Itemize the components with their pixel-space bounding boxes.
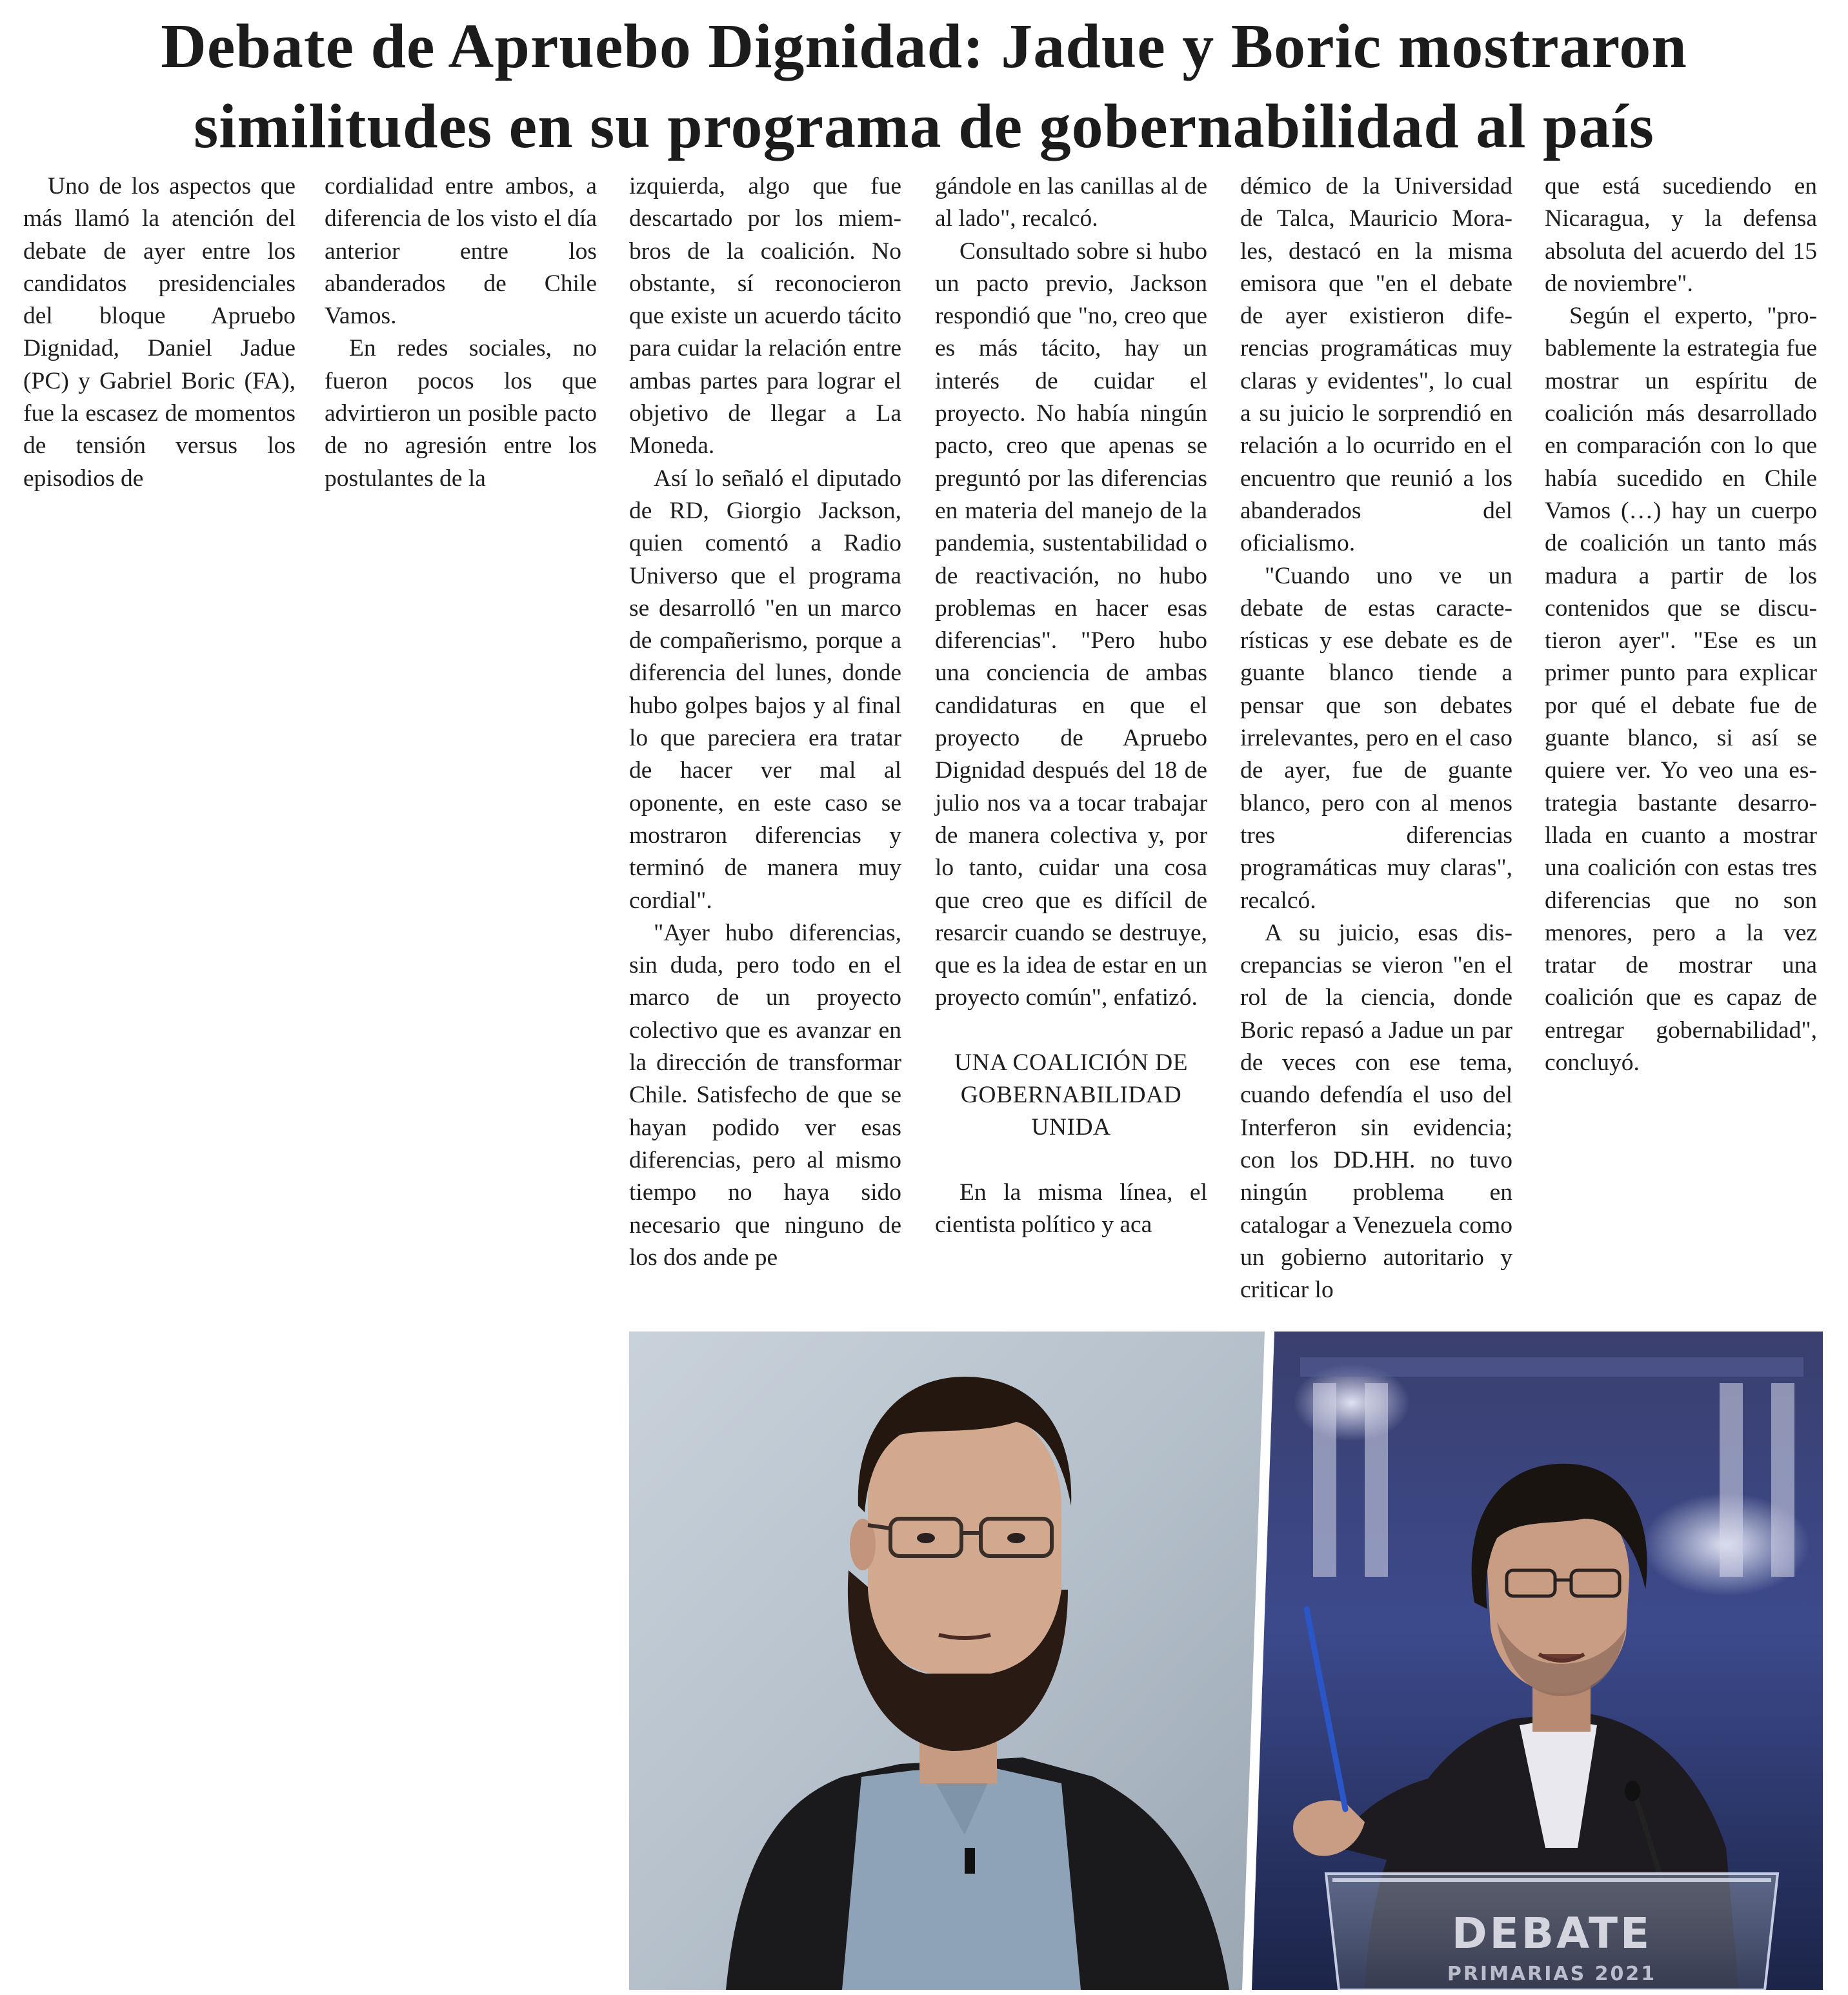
paragraph: "Cuando uno ve un debate de estas características y ese debate es de guante blanco tiende a pensar que son debates irrelevantes, pero en el caso de ayer, fue de guante blanco, pero con al menos tres diferencias programáticas muy claras", recalcó. (1240, 562, 1512, 914)
debate-podium (1326, 1874, 1778, 1990)
article-column-3 (629, 170, 901, 1274)
paragraph: Así lo señaló el diputado de RD, Giorgio Jackson, quien comentó a Radio Universo que el programa se desarrolló "en un marco de compañerismo, porque a diferencia del lunes, donde hubo golpes bajos y al final lo que pareciera era tratar de hacer ver mal al oponente, en este caso se mostraron diferencias y terminó de manera muy cordial". (629, 465, 901, 914)
article-photo (629, 1332, 1823, 1990)
headline-line-2: similitudes en su programa de gobernabilidad al país (194, 92, 1654, 161)
headline (26, 6, 1822, 167)
paragraph: que está sucediendo en Nicaragua, y la defensa absoluta del acuerdo del 15 de noviembre". (1545, 173, 1817, 297)
article-column-6 (1545, 170, 1817, 1079)
paragraph: En redes sociales, no fueron pocos los que advirtieron un posible pacto de no agresión entre los postulantes de la (325, 335, 597, 492)
paragraph: "Ayer hubo diferencias, sin duda, pero todo en el marco de un proyecto colectivo que es avanzar en la dirección de transformar Chile. Satisfecho de que se hayan podido ver esas diferencias, pero al mismo tiempo no haya sido necesario que ninguno de los dos ande pe (629, 919, 901, 1271)
paragraph: izquierda, algo que fue descartado por los miembros de la coalición. No obstante, sí reconocieron que existe un acuerdo tácito para cuidar la relación entre ambas partes para lograr el objetivo de llegar a La Moneda. (629, 173, 901, 460)
podium-title: DEBATE (1451, 1909, 1652, 1958)
article-column-5 (1240, 170, 1512, 1306)
paragraph: En la misma línea, el cientista político y aca (935, 1179, 1207, 1238)
paragraph: Uno de los aspectos que más llamó la atención del debate de ayer entre los candidatos presidenciales del bloque Apruebo Dignidad, Daniel Jadue (PC) y Gabriel Boric (FA), fue la escasez de momentos de tensión versus los episodios de (23, 173, 296, 492)
paragraph: Consultado sobre si hubo un pacto previo, Jackson respondió que "no, creo que es más tácito, hay un interés de cuidar el proyecto. No había ningún pacto, creo que apenas se preguntó por las diferencias en materia del manejo de la pandemia, sustentabilidad o de reactivación, no hubo problemas en hacer esas diferencias". "Pero hubo una conciencia de ambas candidaturas en que el proyecto de Apruebo Dignidad después del 18 de julio nos va a tocar trabajar de manera colectiva y, por lo tanto, cuidar una cosa que creo que es difícil de resarcir cuando se destruye, que es la idea de estar en un proyecto común", enfatizó. (935, 238, 1207, 1011)
paragraph: A su juicio, esas discrepancias se vieron "en el rol de la ciencia, donde Boric repasó a Jadue un par de veces con ese tema, cuando defendía el uso del Interferon sin evidencia; con los DD.HH. no tuvo ningún problema en catalogar a Venezuela como un gobierno autoritario y criticar lo (1240, 919, 1512, 1304)
article-column-2 (325, 170, 597, 495)
article-column-4 (935, 170, 1207, 1241)
debate-photo-illustration (629, 1332, 1823, 1990)
paragraph: démico de la Universidad de Talca, Mauricio Morales, destacó en la misma emisora que "en el debate de ayer existieron diferencias programáticas muy claras y evidentes", lo cual a su juicio le sorprendió en relación a lo ocurrido en el encuentro que reunió a los abanderados del oficialismo. (1240, 173, 1512, 557)
paragraph: gándole en las canillas al de al lado", recalcó. (935, 173, 1207, 232)
podium-subtitle: PRIMARIAS 2021 (1447, 1963, 1657, 1985)
headline-line-1: Debate de Apruebo Dignidad: Jadue y Boric mostraron (161, 12, 1687, 81)
paragraph: Según el experto, "probablemente la estrategia fue mostrar un espíritu de coalición más desarrollado en comparación con lo que había sucedido en Chile Vamos (…) hay un cuerpo de coalición un tanto más madura a partir de los contenidos que se discutieron ayer". "Ese es un primer punto para explicar por qué el debate fue de guante blanco, si así se quiere ver. Yo veo una estrategia bastante desarrollada en cuanto a mostrar una coalición con estas tres diferencias que no son menores, pero a la vez tratar de mostrar una coalición que es capaz de entregar gobernabilidad", concluyó. (1545, 303, 1817, 1077)
paragraph: cordialidad entre ambos, a diferencia de los visto el día anterior entre los abanderados de Chile Vamos. (325, 173, 597, 330)
section-subheading: UNA COALICIÓN DE GOBERNABILIDAD UNIDA (954, 1049, 1189, 1141)
article-column-1 (23, 170, 296, 495)
